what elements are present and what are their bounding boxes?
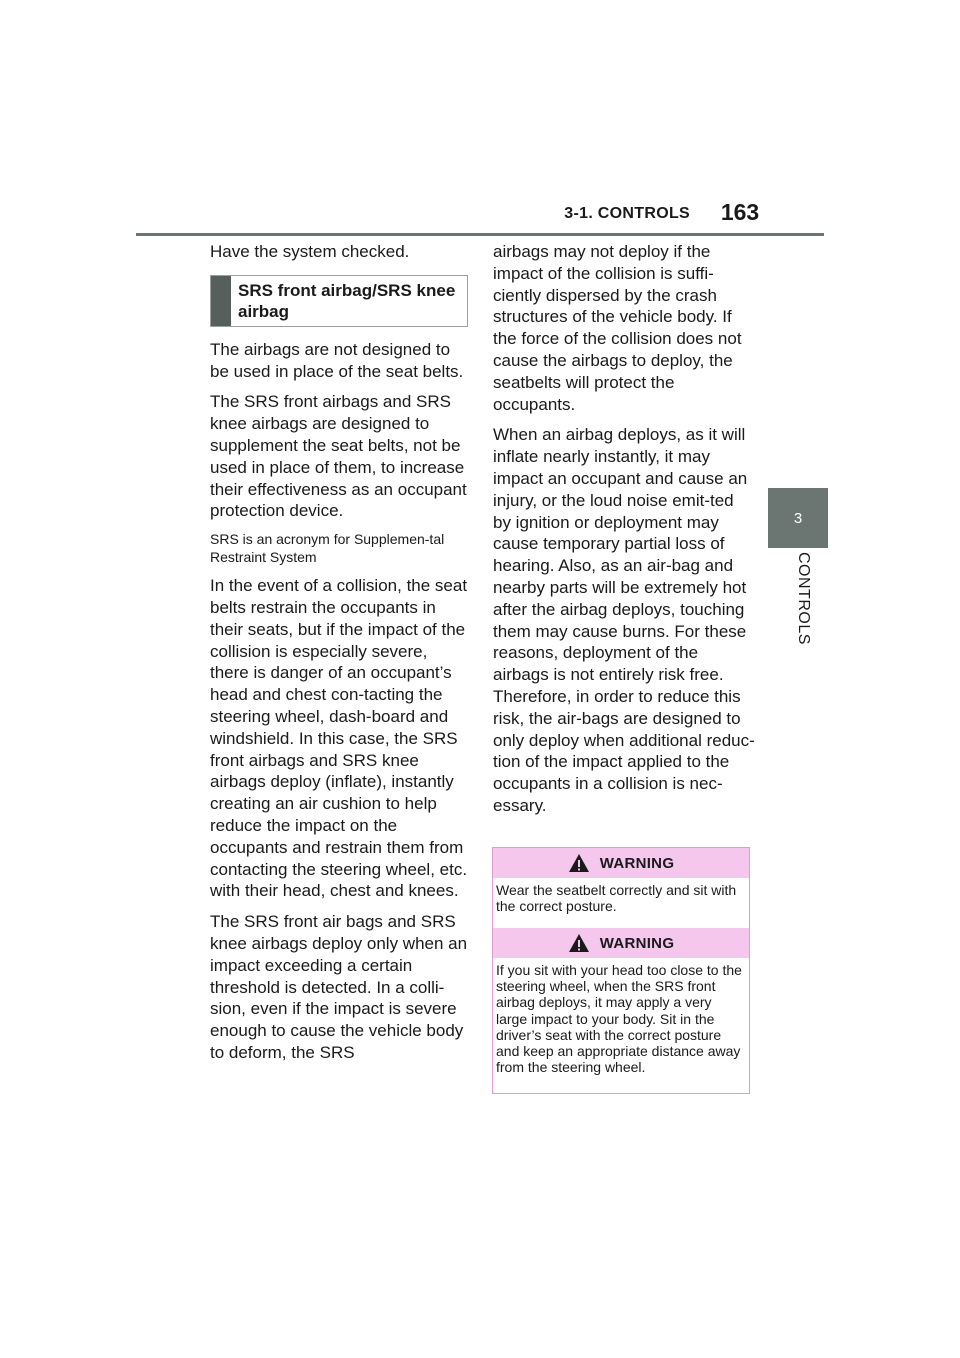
subsection-heading: [210, 275, 468, 327]
header-divider: [136, 233, 824, 236]
warning-triangle-icon: [568, 853, 590, 873]
chapter-label: CONTROLS: [795, 552, 812, 645]
page-number: 163: [720, 199, 760, 225]
paragraph: The SRS front airbags and SRS knee airbags are designed to supplement the seat belts, not be used in place of them, to increase their effectiveness as an occupant protection device.: [210, 392, 467, 521]
warning-header: [493, 848, 749, 878]
left-column: [210, 241, 468, 1073]
warning-box: [492, 847, 750, 1094]
paragraph: In the event of a collision, the seat belts restrain the occupants in their seats, but if the impact of the collision is especially severe, there is danger of an occupant’s head and chest con-tacting the steering wheel, dash-board and windshield. In this case, the SRS front airbags and SRS knee airbags deploy (inflate), instantly creating an air cushion to help reduce the impact on the occupants and restrain them from contacting the steering wheel, etc. with their head, chest and knees.: [210, 576, 468, 901]
paragraph-system-check: Have the system checked.: [210, 242, 410, 261]
subsection-heading-text: SRS front airbag/SRS knee airbag: [238, 280, 456, 321]
paragraph: airbags may not deploy if the impact of the collision is suffi-ciently dispersed by the crash structures of the vehicle body. If the force of the collision does not cause the airbags to deploy, the seatbelts will protect the occupants.: [493, 242, 742, 414]
warning-title: WARNING: [599, 934, 675, 952]
acronym-note: SRS is an acronym for Supplemen-tal Restraint System: [210, 531, 445, 565]
section-title: 3-1. CONTROLS: [564, 205, 690, 222]
paragraph: The SRS front air bags and SRS knee airbags deploy only when an impact exceeding a certain threshold is detected. In a colli-sion, even if the impact is severe enough to cause the vehicle body to deform, the SRS: [210, 912, 468, 1062]
chapter-number: 3: [793, 509, 803, 527]
warning-title: WARNING: [599, 854, 675, 872]
chapter-tab: [768, 488, 828, 548]
right-column: [493, 241, 755, 826]
warning-header: [493, 928, 749, 958]
paragraph: When an airbag deploys, as it will inflate nearly instantly, it may impact an occupant and cause an injury, or the loud noise emit-ted by ignition or deployment may cause temporary partial loss of hearing. Also, as an air-bag and nearby parts will be extremely hot after the airbag deploys, touching them may cause burns. For these reasons, deployment of the airbags is not entirely risk free. Therefore, in order to reduce this risk, the air-bags are designed to only deploy when additional reduc-tion of the impact applied to the occupants in a collision is nec-essary.: [493, 425, 755, 815]
heading-marker-bar: [211, 276, 231, 326]
warning-triangle-icon: [568, 933, 590, 953]
warning-text: Wear the seatbelt correctly and sit with the correct posture.: [496, 882, 737, 915]
paragraph: The airbags are not designed to be used in place of the seat belts.: [210, 339, 464, 381]
warning-text: If you sit with your head too close to the steering wheel, when the SRS front airbag deploys, it may apply a very large impact to your body. Sit in the driver’s seat with the correct posture and keep an appropriate distance away from the steering wheel.: [496, 962, 742, 1076]
